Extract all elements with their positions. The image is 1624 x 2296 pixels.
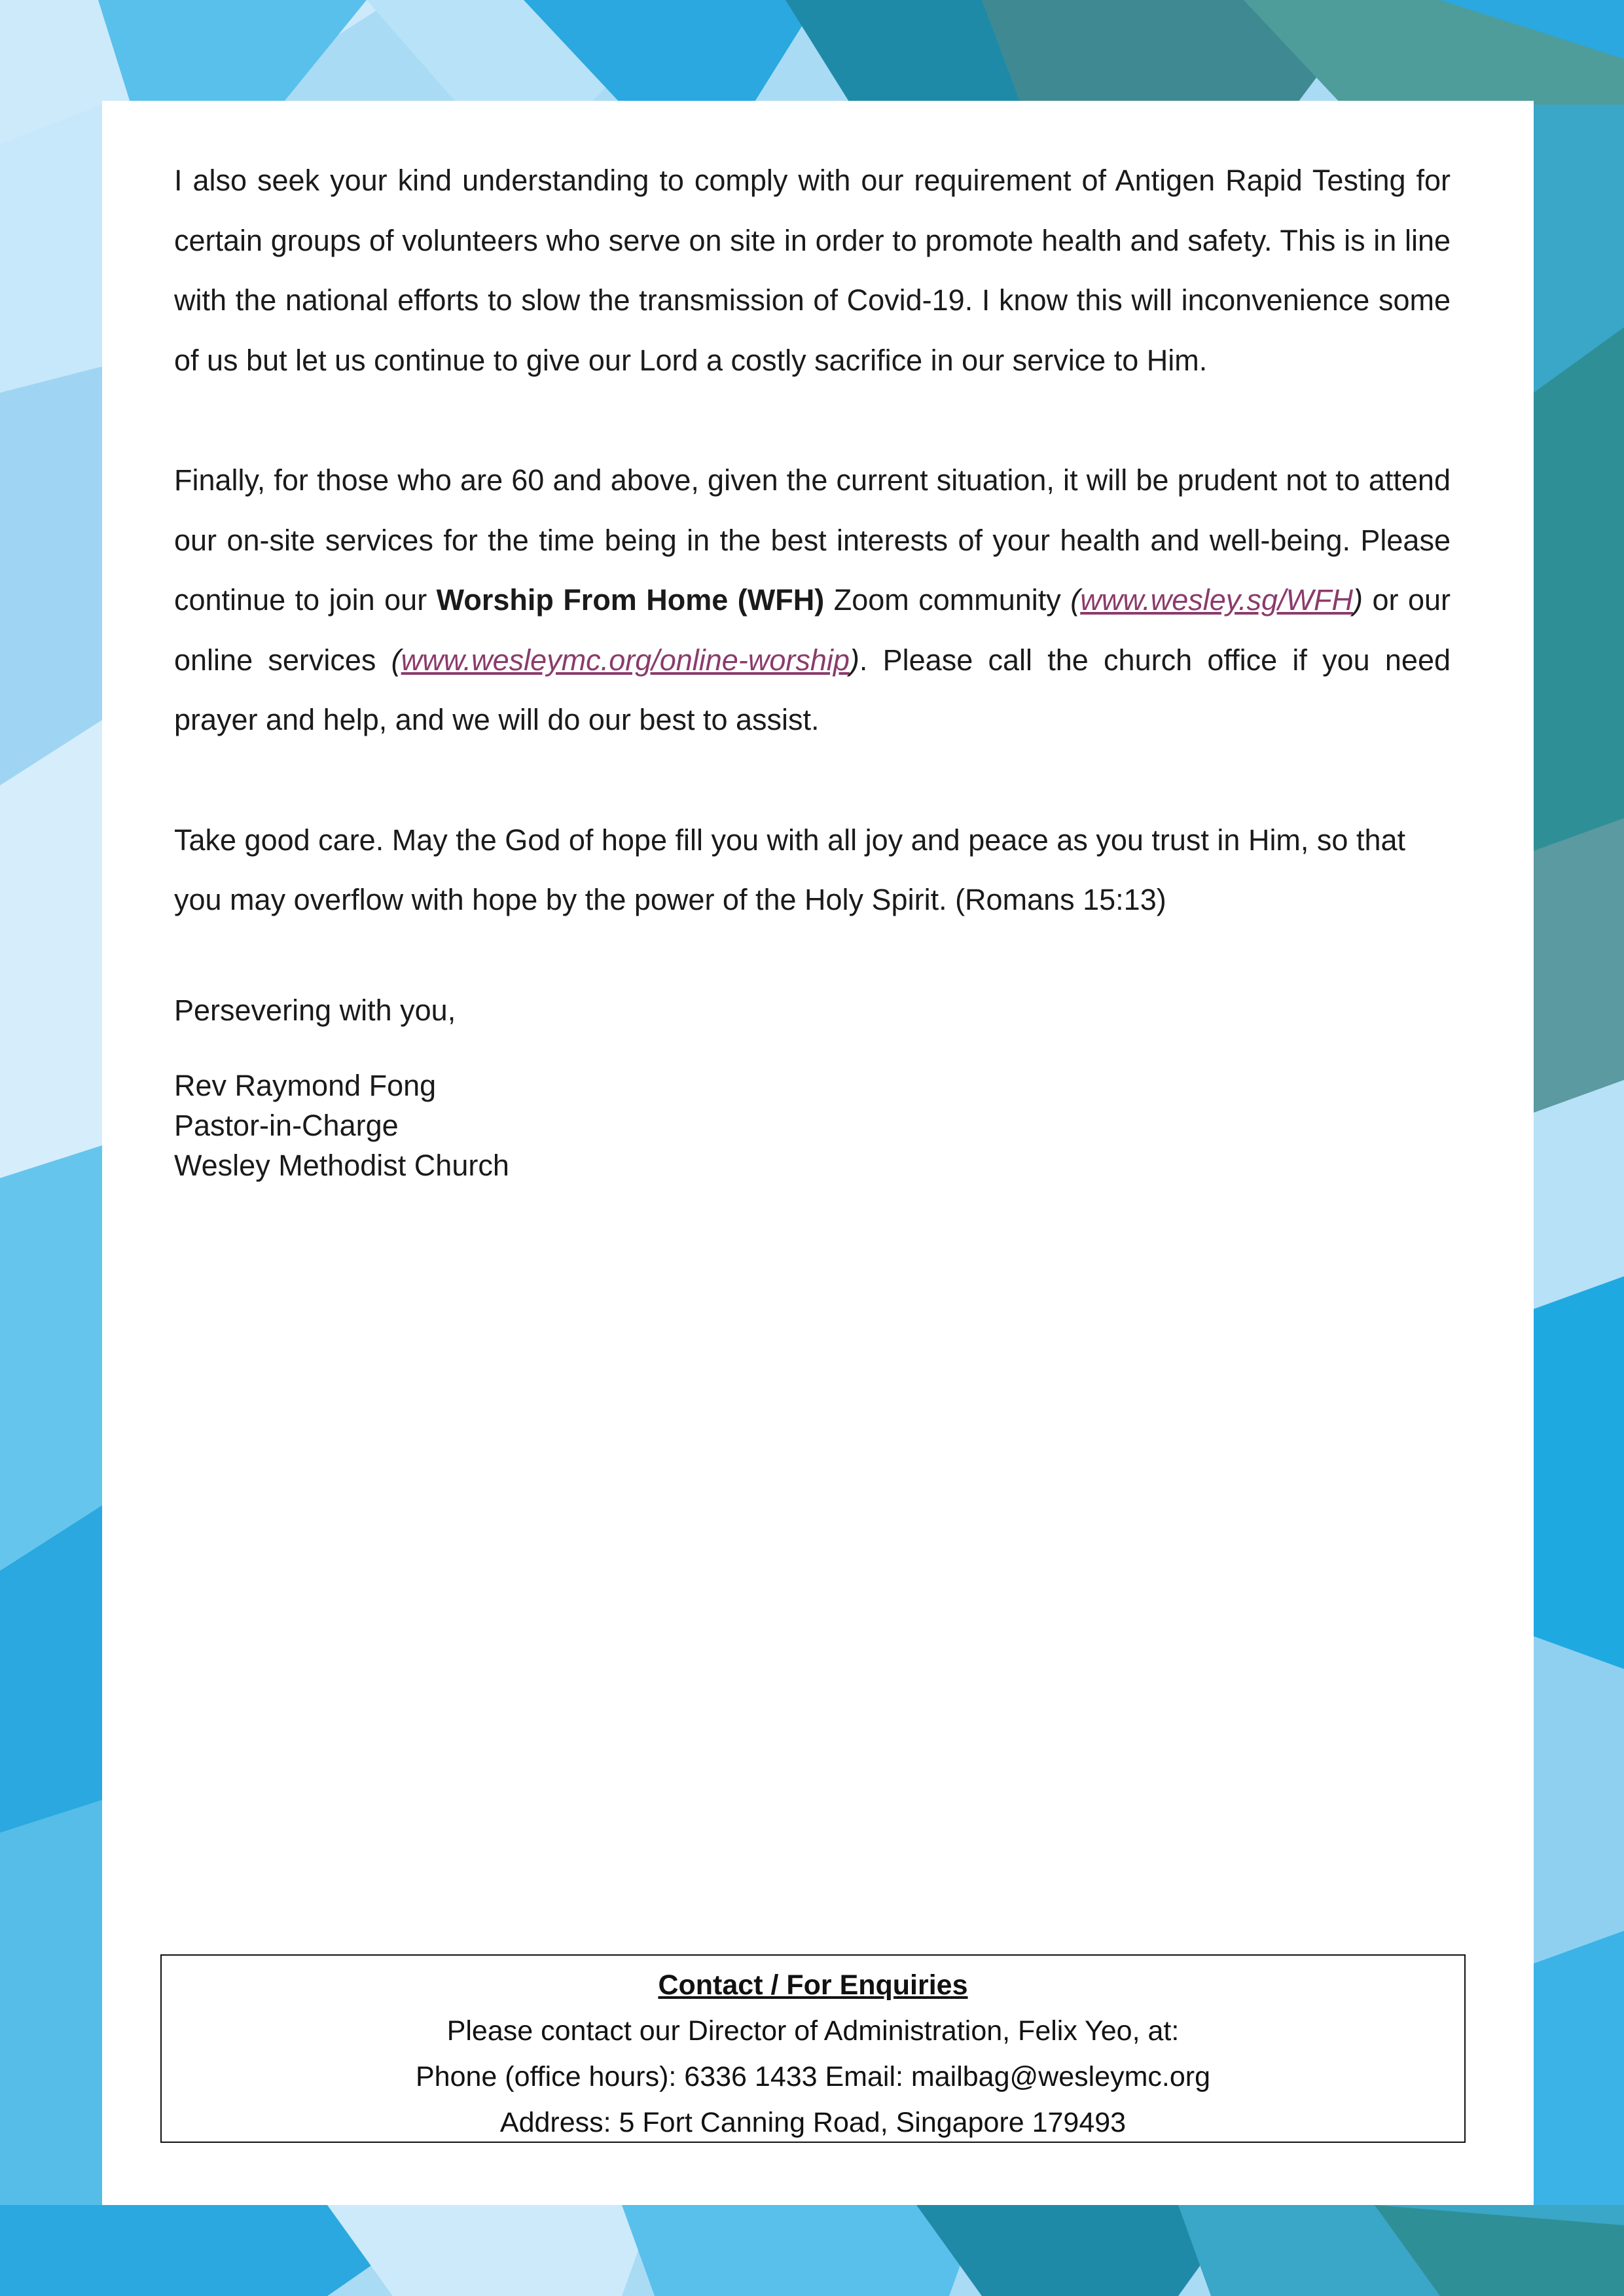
closing-line: Persevering with you,	[174, 993, 456, 1027]
paragraph-seniors	[174, 450, 1451, 750]
signature-title: Pastor-in-Charge	[174, 1108, 399, 1142]
letter-body	[174, 151, 1451, 1185]
wfh-link[interactable]: www.wesley.sg/WFH	[1080, 583, 1353, 617]
contact-line-phone-email: Phone (office hours): 6336 1433 Email: mailbag@wesleymc.org	[415, 2061, 1211, 2092]
paren-close-2: )	[849, 643, 859, 677]
letter-page	[102, 101, 1534, 2205]
signature-org: Wesley Methodist Church	[174, 1148, 509, 1182]
paragraph-art-testing: I also seek your kind understanding to comply with our requirement of Antigen Rapid Testing for certain groups of volunteers who serve on site in order to promote health and safety. This is in line with the national efforts to slow the transmission of Covid-19. I know this will inconvenience some of us but let us continue to give our Lord a costly sacrifice in our service to Him.	[174, 164, 1451, 377]
paragraph-seniors-text-2: Zoom community	[824, 583, 1071, 617]
paren-close-1: )	[1352, 583, 1363, 617]
paragraph-blessing: Take good care. May the God of hope fill you with all joy and peace as you trust in Him, so that you may overflow with hope by the power of the Holy Spirit. (Romans 15:13)	[174, 823, 1406, 916]
paragraph-seniors-text-3: or our online services	[174, 583, 1451, 677]
wfh-bold-label: Worship From Home (WFH)	[436, 583, 825, 617]
signature-name: Rev Raymond Fong	[174, 1068, 437, 1102]
paren-open-1: (	[1070, 583, 1081, 617]
contact-line-address: Address: 5 Fort Canning Road, Singapore 179493	[499, 2107, 1127, 2138]
paragraph-seniors-text-4: . Please call the church office if you need prayer and help, and we will do our best to assist.	[174, 643, 1451, 736]
contact-box	[160, 1954, 1466, 2143]
contact-title: Contact / For Enquiries	[658, 1969, 968, 2001]
online-worship-link[interactable]: www.wesleymc.org/online-worship	[401, 643, 850, 677]
contact-line-director: Please contact our Director of Administration, Felix Yeo, at:	[446, 2015, 1180, 2047]
paragraph-seniors-text-1: Finally, for those who are 60 and above, given the current situation, it will be prudent not to attend our on-site services for the time being in the best interests of your health and well-being. Please continue to join our	[174, 463, 1451, 617]
signature-block	[174, 1066, 1451, 1185]
paren-open-2: (	[391, 643, 401, 677]
